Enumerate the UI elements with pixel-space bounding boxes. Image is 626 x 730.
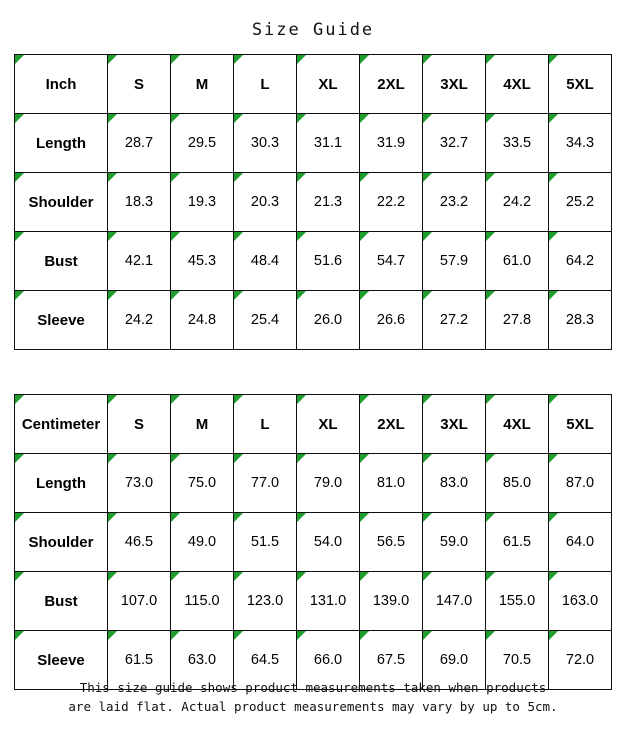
corner-marker-icon (360, 513, 369, 522)
corner-marker-icon (297, 454, 306, 463)
row-label-cell (15, 114, 108, 173)
size-header-label: 4XL (503, 75, 531, 93)
measurement-cell (423, 173, 486, 232)
corner-marker-icon (486, 513, 495, 522)
corner-marker-icon (15, 631, 24, 640)
corner-marker-icon (549, 513, 558, 522)
footer-line-1: This size guide shows product measurements taken when products (79, 680, 547, 695)
size-header-label: 5XL (566, 75, 594, 93)
measurement-value: 163.0 (561, 593, 599, 609)
size-header-cell (423, 55, 486, 114)
measurement-value: 107.0 (120, 593, 158, 609)
corner-marker-icon (549, 454, 558, 463)
size-header-cell (360, 395, 423, 454)
size-header-label: 5XL (566, 415, 594, 433)
measurement-cell (171, 114, 234, 173)
measurement-cell (360, 454, 423, 513)
measurement-cell (234, 173, 297, 232)
measurement-value: 69.0 (439, 652, 469, 668)
measurement-value: 57.9 (439, 253, 469, 269)
row-label: Shoulder (28, 533, 94, 551)
size-header-cell (486, 395, 549, 454)
corner-marker-icon (171, 513, 180, 522)
size-header-label: 2XL (377, 75, 405, 93)
measurement-cell (171, 291, 234, 350)
corner-marker-icon (423, 513, 432, 522)
measurement-cell (297, 291, 360, 350)
size-header-cell (234, 55, 297, 114)
size-header-label: L (260, 415, 270, 433)
corner-marker-icon (360, 454, 369, 463)
measurement-value: 61.0 (502, 253, 532, 269)
size-header-cell (108, 395, 171, 454)
corner-marker-icon (234, 173, 243, 182)
corner-marker-icon (423, 395, 432, 404)
measurement-value: 83.0 (439, 475, 469, 491)
measurement-value: 123.0 (246, 593, 284, 609)
measurement-cell (297, 114, 360, 173)
size-header-label: 2XL (377, 415, 405, 433)
corner-marker-icon (360, 395, 369, 404)
size-header-label: 3XL (440, 75, 468, 93)
measurement-cell (549, 513, 612, 572)
measurement-value: 56.5 (376, 534, 406, 550)
row-label-cell (15, 513, 108, 572)
size-header-label: M (195, 75, 209, 93)
measurement-cell (297, 173, 360, 232)
corner-marker-icon (297, 513, 306, 522)
measurement-cell (486, 114, 549, 173)
measurement-value: 26.6 (376, 312, 406, 328)
table-row (15, 572, 612, 631)
size-header-label: 4XL (503, 415, 531, 433)
corner-marker-icon (486, 291, 495, 300)
measurement-value: 33.5 (502, 135, 532, 151)
measurement-cell (549, 291, 612, 350)
measurement-cell (171, 513, 234, 572)
corner-marker-icon (15, 173, 24, 182)
corner-marker-icon (486, 454, 495, 463)
measurement-cell (297, 572, 360, 631)
measurement-cell (360, 572, 423, 631)
measurement-value: 54.7 (376, 253, 406, 269)
corner-marker-icon (15, 232, 24, 241)
unit-label-cell (15, 55, 108, 114)
measurement-value: 24.8 (187, 312, 217, 328)
measurement-cell (423, 572, 486, 631)
measurement-cell (486, 572, 549, 631)
measurement-value: 87.0 (565, 475, 595, 491)
size-header-label: M (195, 415, 209, 433)
corner-marker-icon (549, 232, 558, 241)
corner-marker-icon (549, 291, 558, 300)
corner-marker-icon (297, 291, 306, 300)
corner-marker-icon (171, 55, 180, 64)
corner-marker-icon (486, 55, 495, 64)
corner-marker-icon (234, 114, 243, 123)
size-header-cell (360, 55, 423, 114)
measurement-cell (486, 291, 549, 350)
measurement-cell (108, 291, 171, 350)
measurement-cell (234, 454, 297, 513)
measurement-cell (486, 454, 549, 513)
measurement-value: 28.7 (124, 135, 154, 151)
row-label-cell (15, 572, 108, 631)
measurement-value: 18.3 (124, 194, 154, 210)
measurement-cell (108, 572, 171, 631)
corner-marker-icon (171, 454, 180, 463)
measurement-cell (486, 513, 549, 572)
corner-marker-icon (15, 454, 24, 463)
unit-label: Centimeter (21, 415, 101, 433)
measurement-value: 64.5 (250, 652, 280, 668)
corner-marker-icon (234, 631, 243, 640)
corner-marker-icon (549, 114, 558, 123)
measurement-value: 42.1 (124, 253, 154, 269)
corner-marker-icon (360, 232, 369, 241)
corner-marker-icon (360, 572, 369, 581)
row-label: Shoulder (28, 193, 94, 211)
row-label-cell (15, 232, 108, 291)
measurement-cell (297, 232, 360, 291)
size-header-label: L (260, 75, 270, 93)
measurement-cell (486, 173, 549, 232)
measurement-cell (171, 232, 234, 291)
corner-marker-icon (108, 114, 117, 123)
corner-marker-icon (108, 631, 117, 640)
corner-marker-icon (486, 572, 495, 581)
measurement-cell (549, 454, 612, 513)
corner-marker-icon (423, 454, 432, 463)
corner-marker-icon (15, 114, 24, 123)
corner-marker-icon (171, 173, 180, 182)
measurement-value: 21.3 (313, 194, 343, 210)
page-title: Size Guide (251, 20, 375, 40)
measurement-cell (549, 232, 612, 291)
corner-marker-icon (108, 291, 117, 300)
table-row (15, 173, 612, 232)
measurement-value: 32.7 (439, 135, 469, 151)
corner-marker-icon (297, 572, 306, 581)
corner-marker-icon (423, 114, 432, 123)
corner-marker-icon (108, 395, 117, 404)
measurement-cell (171, 454, 234, 513)
table-row (15, 454, 612, 513)
size-header-label: XL (318, 75, 338, 93)
corner-marker-icon (423, 232, 432, 241)
size-header-label: S (133, 415, 144, 433)
measurement-value: 54.0 (313, 534, 343, 550)
corner-marker-icon (486, 631, 495, 640)
corner-marker-icon (15, 55, 24, 64)
size-header-label: XL (318, 415, 338, 433)
measurement-value: 155.0 (498, 593, 536, 609)
corner-marker-icon (108, 55, 117, 64)
corner-marker-icon (171, 232, 180, 241)
measurement-value: 31.9 (376, 135, 406, 151)
measurement-value: 24.2 (124, 312, 154, 328)
measurement-value: 20.3 (250, 194, 280, 210)
corner-marker-icon (234, 232, 243, 241)
measurement-value: 22.2 (376, 194, 406, 210)
size-header-cell (549, 395, 612, 454)
measurement-value: 24.2 (502, 194, 532, 210)
measurement-value: 51.5 (250, 534, 280, 550)
measurement-value: 49.0 (187, 534, 217, 550)
table-row (15, 114, 612, 173)
footer-line-2: are laid flat. Actual product measurements may vary by up to 5cm. (68, 699, 558, 714)
measurement-cell (423, 232, 486, 291)
measurement-value: 27.2 (439, 312, 469, 328)
corner-marker-icon (360, 55, 369, 64)
corner-marker-icon (15, 395, 24, 404)
measurement-value: 70.5 (502, 652, 532, 668)
measurement-value: 31.1 (313, 135, 343, 151)
corner-marker-icon (423, 173, 432, 182)
row-label-cell (15, 454, 108, 513)
measurement-cell (234, 291, 297, 350)
row-label: Length (36, 134, 86, 152)
measurement-cell (423, 513, 486, 572)
size-header-cell (423, 395, 486, 454)
measurement-value: 26.0 (313, 312, 343, 328)
corner-marker-icon (486, 395, 495, 404)
measurement-cell (549, 572, 612, 631)
measurement-value: 48.4 (250, 253, 280, 269)
measurement-value: 79.0 (313, 475, 343, 491)
corner-marker-icon (234, 291, 243, 300)
corner-marker-icon (360, 631, 369, 640)
row-label-cell (15, 173, 108, 232)
measurement-cell (360, 173, 423, 232)
size-header-cell (297, 395, 360, 454)
corner-marker-icon (234, 572, 243, 581)
measurement-cell (234, 232, 297, 291)
size-header-cell (108, 55, 171, 114)
size-header-cell (171, 395, 234, 454)
corner-marker-icon (234, 513, 243, 522)
measurement-value: 147.0 (435, 593, 473, 609)
corner-marker-icon (297, 631, 306, 640)
corner-marker-icon (423, 631, 432, 640)
table-header-row (15, 395, 612, 454)
measurement-cell (171, 572, 234, 631)
measurement-value: 66.0 (313, 652, 343, 668)
corner-marker-icon (297, 114, 306, 123)
corner-marker-icon (297, 232, 306, 241)
measurement-value: 77.0 (250, 475, 280, 491)
unit-label-cell (15, 395, 108, 454)
size-table-centimeter (14, 394, 612, 690)
size-header-cell (549, 55, 612, 114)
measurement-cell (108, 114, 171, 173)
measurement-value: 64.0 (565, 534, 595, 550)
measurement-value: 139.0 (372, 593, 410, 609)
corner-marker-icon (486, 173, 495, 182)
measurement-value: 64.2 (565, 253, 595, 269)
measurement-cell (234, 572, 297, 631)
corner-marker-icon (171, 631, 180, 640)
measurement-cell (360, 291, 423, 350)
measurement-cell (234, 114, 297, 173)
size-header-cell (171, 55, 234, 114)
measurement-cell (171, 173, 234, 232)
measurement-cell (423, 454, 486, 513)
measurement-value: 34.3 (565, 135, 595, 151)
corner-marker-icon (108, 454, 117, 463)
measurement-value: 72.0 (565, 652, 595, 668)
corner-marker-icon (15, 513, 24, 522)
corner-marker-icon (549, 572, 558, 581)
corner-marker-icon (549, 173, 558, 182)
measurement-value: 67.5 (376, 652, 406, 668)
corner-marker-icon (234, 395, 243, 404)
corner-marker-icon (108, 572, 117, 581)
row-label: Bust (44, 252, 78, 270)
corner-marker-icon (423, 55, 432, 64)
corner-marker-icon (234, 454, 243, 463)
corner-marker-icon (549, 395, 558, 404)
table-row (15, 291, 612, 350)
corner-marker-icon (171, 395, 180, 404)
table-row (15, 513, 612, 572)
size-header-cell (297, 55, 360, 114)
measurement-value: 46.5 (124, 534, 154, 550)
measurement-value: 29.5 (187, 135, 217, 151)
table-header-row (15, 55, 612, 114)
corner-marker-icon (486, 232, 495, 241)
corner-marker-icon (171, 114, 180, 123)
measurement-cell (423, 114, 486, 173)
measurement-value: 115.0 (184, 593, 220, 609)
corner-marker-icon (108, 513, 117, 522)
measurement-cell (549, 173, 612, 232)
corner-marker-icon (297, 173, 306, 182)
corner-marker-icon (360, 291, 369, 300)
measurement-value: 61.5 (124, 652, 154, 668)
measurement-value: 73.0 (124, 475, 154, 491)
footer-note (0, 678, 626, 716)
table-spacer (0, 350, 626, 394)
measurement-value: 81.0 (376, 475, 406, 491)
unit-label: Inch (45, 75, 77, 93)
corner-marker-icon (360, 114, 369, 123)
corner-marker-icon (15, 572, 24, 581)
size-header-cell (234, 395, 297, 454)
corner-marker-icon (108, 173, 117, 182)
measurement-value: 23.2 (439, 194, 469, 210)
size-header-label: S (133, 75, 144, 93)
measurement-value: 30.3 (250, 135, 280, 151)
corner-marker-icon (297, 55, 306, 64)
corner-marker-icon (423, 291, 432, 300)
measurement-value: 131.0 (309, 593, 347, 609)
measurement-cell (108, 173, 171, 232)
measurement-value: 25.4 (250, 312, 280, 328)
measurement-value: 19.3 (187, 194, 217, 210)
measurement-value: 25.2 (565, 194, 595, 210)
table-row (15, 232, 612, 291)
corner-marker-icon (360, 173, 369, 182)
measurement-value: 75.0 (187, 475, 217, 491)
measurement-cell (360, 513, 423, 572)
corner-marker-icon (423, 572, 432, 581)
corner-marker-icon (15, 291, 24, 300)
measurement-cell (297, 454, 360, 513)
measurement-value: 27.8 (502, 312, 532, 328)
measurement-cell (297, 513, 360, 572)
measurement-cell (549, 114, 612, 173)
corner-marker-icon (108, 232, 117, 241)
corner-marker-icon (234, 55, 243, 64)
row-label: Bust (44, 592, 78, 610)
measurement-cell (108, 454, 171, 513)
corner-marker-icon (297, 395, 306, 404)
row-label: Sleeve (37, 311, 85, 329)
measurement-cell (108, 513, 171, 572)
measurement-value: 28.3 (565, 312, 595, 328)
corner-marker-icon (171, 572, 180, 581)
measurement-value: 59.0 (439, 534, 469, 550)
measurement-cell (486, 232, 549, 291)
row-label: Length (36, 474, 86, 492)
measurement-value: 51.6 (313, 253, 343, 269)
corner-marker-icon (486, 114, 495, 123)
measurement-cell (360, 114, 423, 173)
measurement-value: 85.0 (502, 475, 532, 491)
row-label-cell (15, 291, 108, 350)
size-header-cell (486, 55, 549, 114)
corner-marker-icon (549, 55, 558, 64)
row-label: Sleeve (37, 651, 85, 669)
measurement-value: 61.5 (502, 534, 532, 550)
measurement-value: 45.3 (187, 253, 217, 269)
size-header-label: 3XL (440, 415, 468, 433)
measurement-cell (234, 513, 297, 572)
measurement-cell (108, 232, 171, 291)
corner-marker-icon (549, 631, 558, 640)
corner-marker-icon (171, 291, 180, 300)
measurement-cell (423, 291, 486, 350)
size-table-inch (14, 54, 612, 350)
measurement-cell (360, 232, 423, 291)
measurement-value: 63.0 (187, 652, 217, 668)
